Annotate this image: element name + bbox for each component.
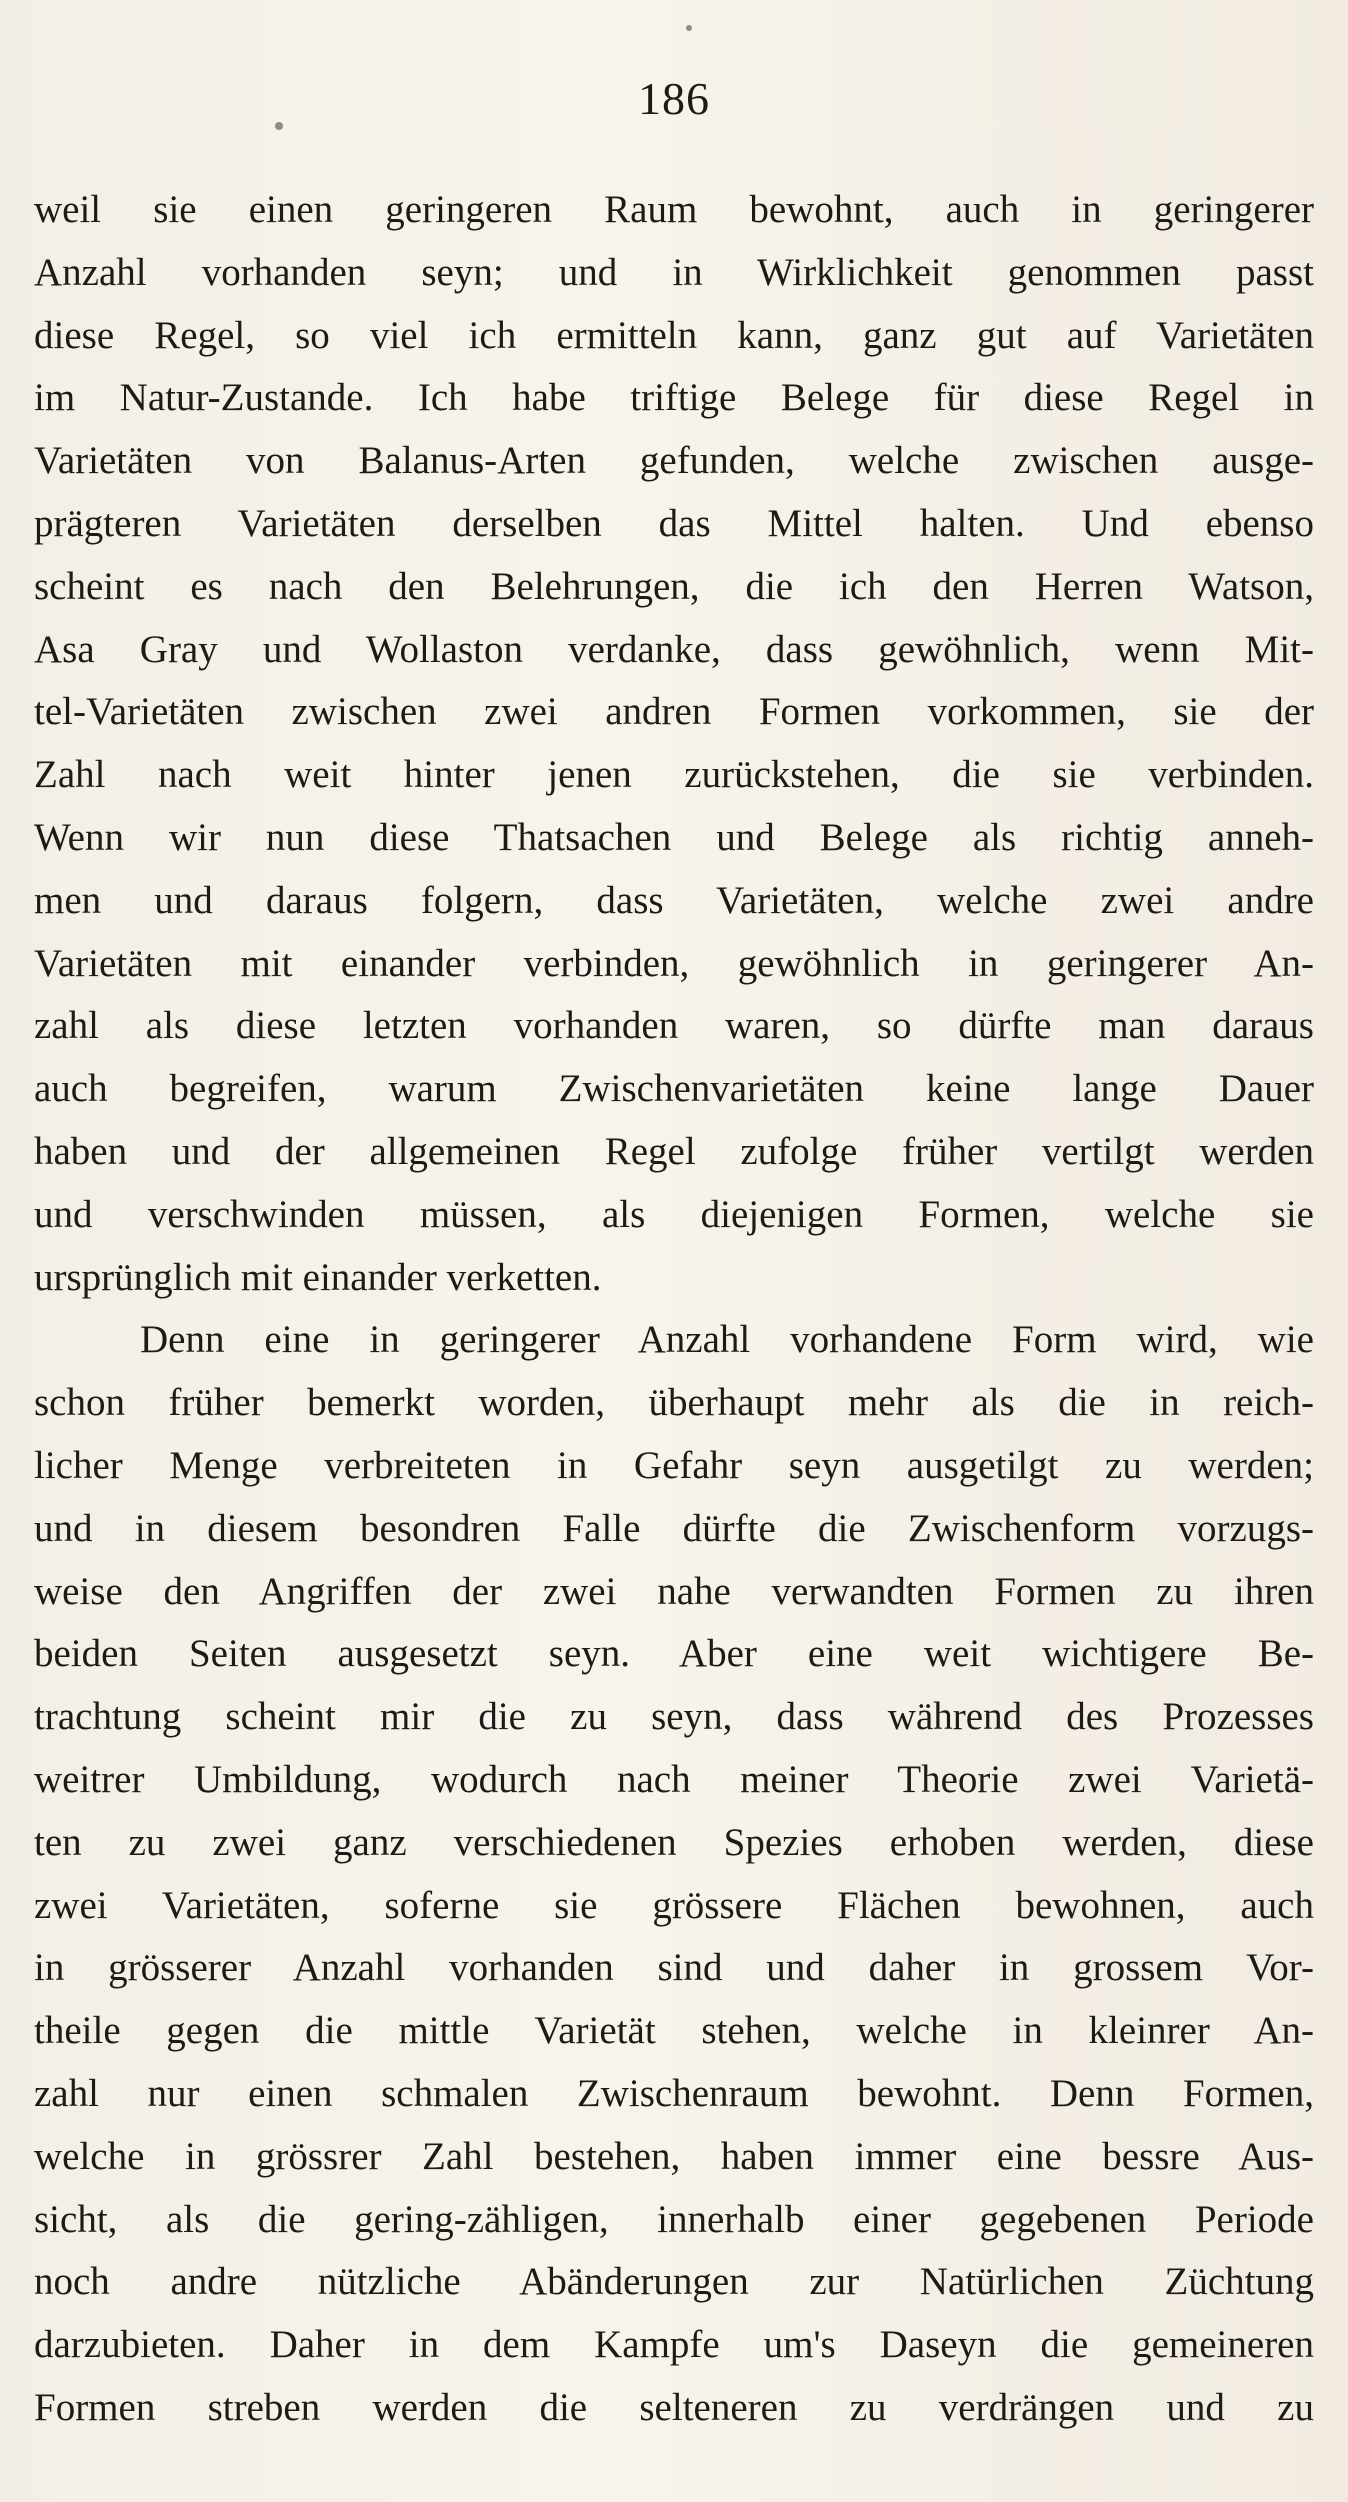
text-line: Formen streben werden die selteneren zu verdrängen und zu [34,2385,1314,2429]
text-line: und in diesem besondren Falle dürfte die Zwischenform vorzugs- [34,1506,1314,1550]
text-line: Varietäten mit einander verbinden, gewöhnlich in geringerer An- [34,941,1314,985]
text-line: sicht, als die gering-zähligen, innerhalb einer gegebenen Periode [34,2197,1314,2241]
text-line: zahl als diese letzten vorhanden waren, so dürfte man daraus [34,1004,1314,1048]
text-line: noch andre nützliche Abänderungen zur Natürlichen Züchtung [34,2260,1314,2304]
text-line: weil sie einen geringeren Raum bewohnt, auch in geringerer [34,188,1314,231]
text-line: tel-Varietäten zwischen zwei andren Formen vorkommen, sie der [34,690,1314,734]
text-line: darzubieten. Daher in dem Kampfe um's Daseyn die gemeineren [34,2323,1314,2367]
paragraph-start-line: Denn eine in geringerer Anzahl vorhandene Form wird, wie [140,1318,1314,1362]
paragraph-end-line: ursprünglich mit einander verketten. [34,1255,602,1299]
text-line: zwei Varietäten, soferne sie grössere Flächen bewohnen, auch [34,1883,1314,1927]
text-line: prägteren Varietäten derselben das Mittel halten. Und ebenso [34,501,1314,545]
text-line: theile gegen die mittle Varietät stehen, welche in kleinrer An- [34,2009,1314,2053]
text-line: scheint es nach den Belehrungen, die ich den Herren Watson, [34,564,1314,608]
text-line: welche in grössrer Zahl bestehen, haben immer eine bessre Aus- [34,2134,1314,2178]
text-line: beiden Seiten ausgesetzt seyn. Aber eine weit wichtigere Be- [34,1632,1314,1676]
text-line: weitrer Umbildung, wodurch nach meiner Theorie zwei Varietä- [34,1757,1314,1801]
body-text [34,179,1314,2440]
text-line: trachtung scheint mir die zu seyn, dass während des Prozesses [34,1695,1314,1739]
text-line: diese Regel, so viel ich ermitteln kann, ganz gut auf Varietäten [34,313,1314,357]
text-line: Anzahl vorhanden seyn; und in Wirklichkeit genommen passt [34,250,1314,294]
page-number: 186 [638,73,710,124]
text-line: men und daraus folgern, dass Varietäten, welche zwei andre [34,878,1314,922]
text-line: ten zu zwei ganz verschiedenen Spezies erhoben werden, diese [34,1820,1314,1864]
text-line: zahl nur einen schmalen Zwischenraum bewohnt. Denn Formen, [34,2071,1314,2115]
text-line: auch begreifen, warum Zwischenvarietäten keine lange Dauer [34,1067,1314,1111]
text-line: schon früher bemerkt worden, überhaupt mehr als die in reich- [34,1381,1314,1425]
text-line: licher Menge verbreiteten in Gefahr seyn ausgetilgt zu werden; [34,1443,1314,1487]
page-speck-top [686,25,692,31]
text-line: Zahl nach weit hinter jenen zurückstehen, die sie verbinden. [34,753,1314,797]
text-line: Varietäten von Balanus-Arten gefunden, welche zwischen ausge- [34,439,1314,483]
text-line: im Natur-Zustande. Ich habe triftige Belege für diese Regel in [34,376,1314,420]
text-line: Wenn wir nun diese Thatsachen und Belege als richtig anneh- [34,815,1314,859]
text-line: in grösserer Anzahl vorhanden sind und daher in grossem Vor- [34,1946,1314,1990]
text-line: Asa Gray und Wollaston verdanke, dass gewöhnlich, wenn Mit- [34,627,1314,671]
text-line: weise den Angriffen der zwei nahe verwandten Formen zu ihren [34,1569,1314,1613]
text-line: und verschwinden müssen, als diejenigen Formen, welche sie [34,1192,1314,1236]
text-line: haben und der allgemeinen Regel zufolge früher vertilgt werden [34,1129,1314,1173]
